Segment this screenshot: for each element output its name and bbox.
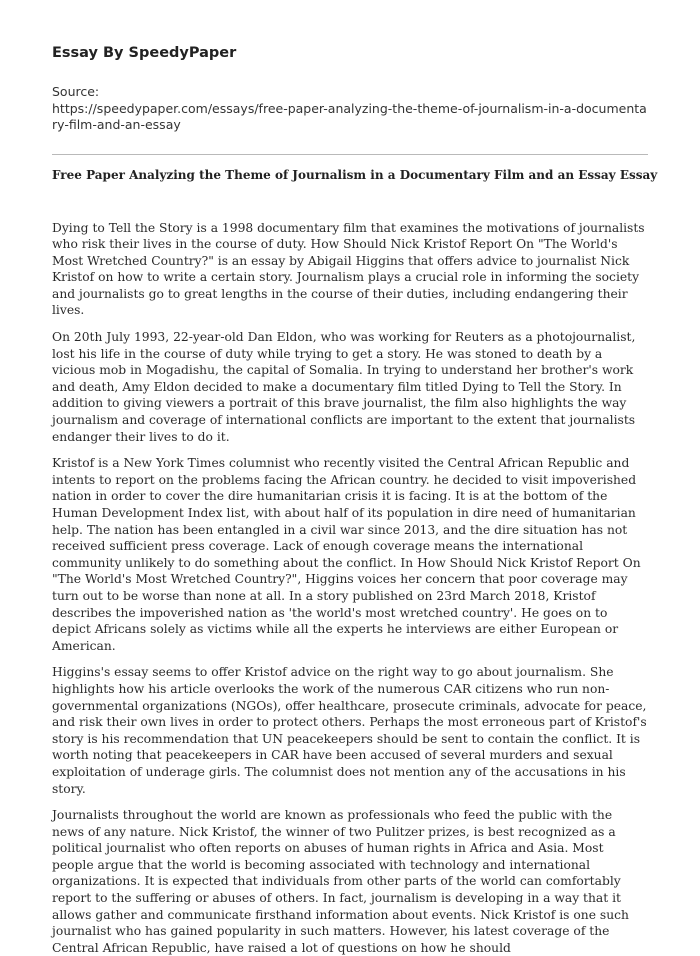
document-header: Essay By SpeedyPaper: [52, 45, 648, 61]
essay-title: Free Paper Analyzing the Theme of Journalism in a Documentary Film and an Essay Essay: [52, 168, 648, 182]
paragraph: Kristof is a New York Times columnist who recently visited the Central African Republic and intents to report on the problems facing the African country. he decided to visit impoverished nation in order to cover the dire humanitarian crisis it is facing. It is at the bottom of the Human Development Index list, with about half of its population in dire need of humanitarian help. The nation has been entangled in a civil war since 2013, and the dire situation has not received sufficient press coverage. Lack of enough coverage means the international community unlikely to do something about the conflict. In How Should Nick Kristof Report On "The World's Most Wretched Country?", Higgins voices her concern that poor coverage may turn out to be worse than none at all. In a story published on 23rd March 2018, Kristof describes the impoverished nation as 'the world's most wretched country'. He goes on to depict Africans solely as victims while all the experts he interviews are either European or American.: [52, 455, 648, 654]
essay-body: [52, 220, 648, 956]
paragraph: Journalists throughout the world are known as professionals who feed the public with the news of any nature. Nick Kristof, the winner of two Pulitzer prizes, is best recognized as a political journalist who often reports on abuses of human rights in Africa and Asia. Most people argue that the world is becoming associated with technology and international organizations. It is expected that individuals from other parts of the world can comfortably report to the suffering or abuses of others. In fact, journalism is developing in a way that it allows gather and communicate firsthand information about events. Nick Kristof is one such journalist who has gained popularity in such matters. However, his latest coverage of the Central African Republic, have raised a lot of questions on how he should: [52, 807, 648, 956]
source-url[interactable]: https://speedypaper.com/essays/free-paper-analyzing-the-theme-of-journalism-in-a-documentary-film-and-an-essay: [52, 101, 648, 134]
paragraph: On 20th July 1993, 22-year-old Dan Eldon, who was working for Reuters as a photojournalist, lost his life in the course of duty while trying to get a story. He was stoned to death by a vicious mob in Mogadishu, the capital of Somalia. In trying to understand her brother's work and death, Amy Eldon decided to make a documentary film titled Dying to Tell the Story. In addition to giving viewers a portrait of this brave journalist, the film also highlights the way journalism and coverage of international conflicts are important to the extent that journalists endanger their lives to do it.: [52, 329, 648, 445]
divider: [52, 154, 648, 155]
paragraph: Dying to Tell the Story is a 1998 documentary film that examines the motivations of journalists who risk their lives in the course of duty. How Should Nick Kristof Report On "The World's Most Wretched Country?" is an essay by Abigail Higgins that offers advice to journalist Nick Kristof on how to write a certain story. Journalism plays a crucial role in informing the society and journalists go to great lengths in the course of their duties, including endangering their lives.: [52, 220, 648, 320]
source-label: Source:: [52, 84, 648, 101]
paragraph: Higgins's essay seems to offer Kristof advice on the right way to go about journalism. She highlights how his article overlooks the work of the numerous CAR citizens who run non-governmental organizations (NGOs), offer healthcare, prosecute criminals, advocate for peace, and risk their own lives in order to protect others. Perhaps the most erroneous part of Kristof's story is his recommendation that UN peacekeepers should be sent to contain the conflict. It is worth noting that peacekeepers in CAR have been accused of several murders and sexual exploitation of underage girls. The columnist does not mention any of the accusations in his story.: [52, 664, 648, 797]
